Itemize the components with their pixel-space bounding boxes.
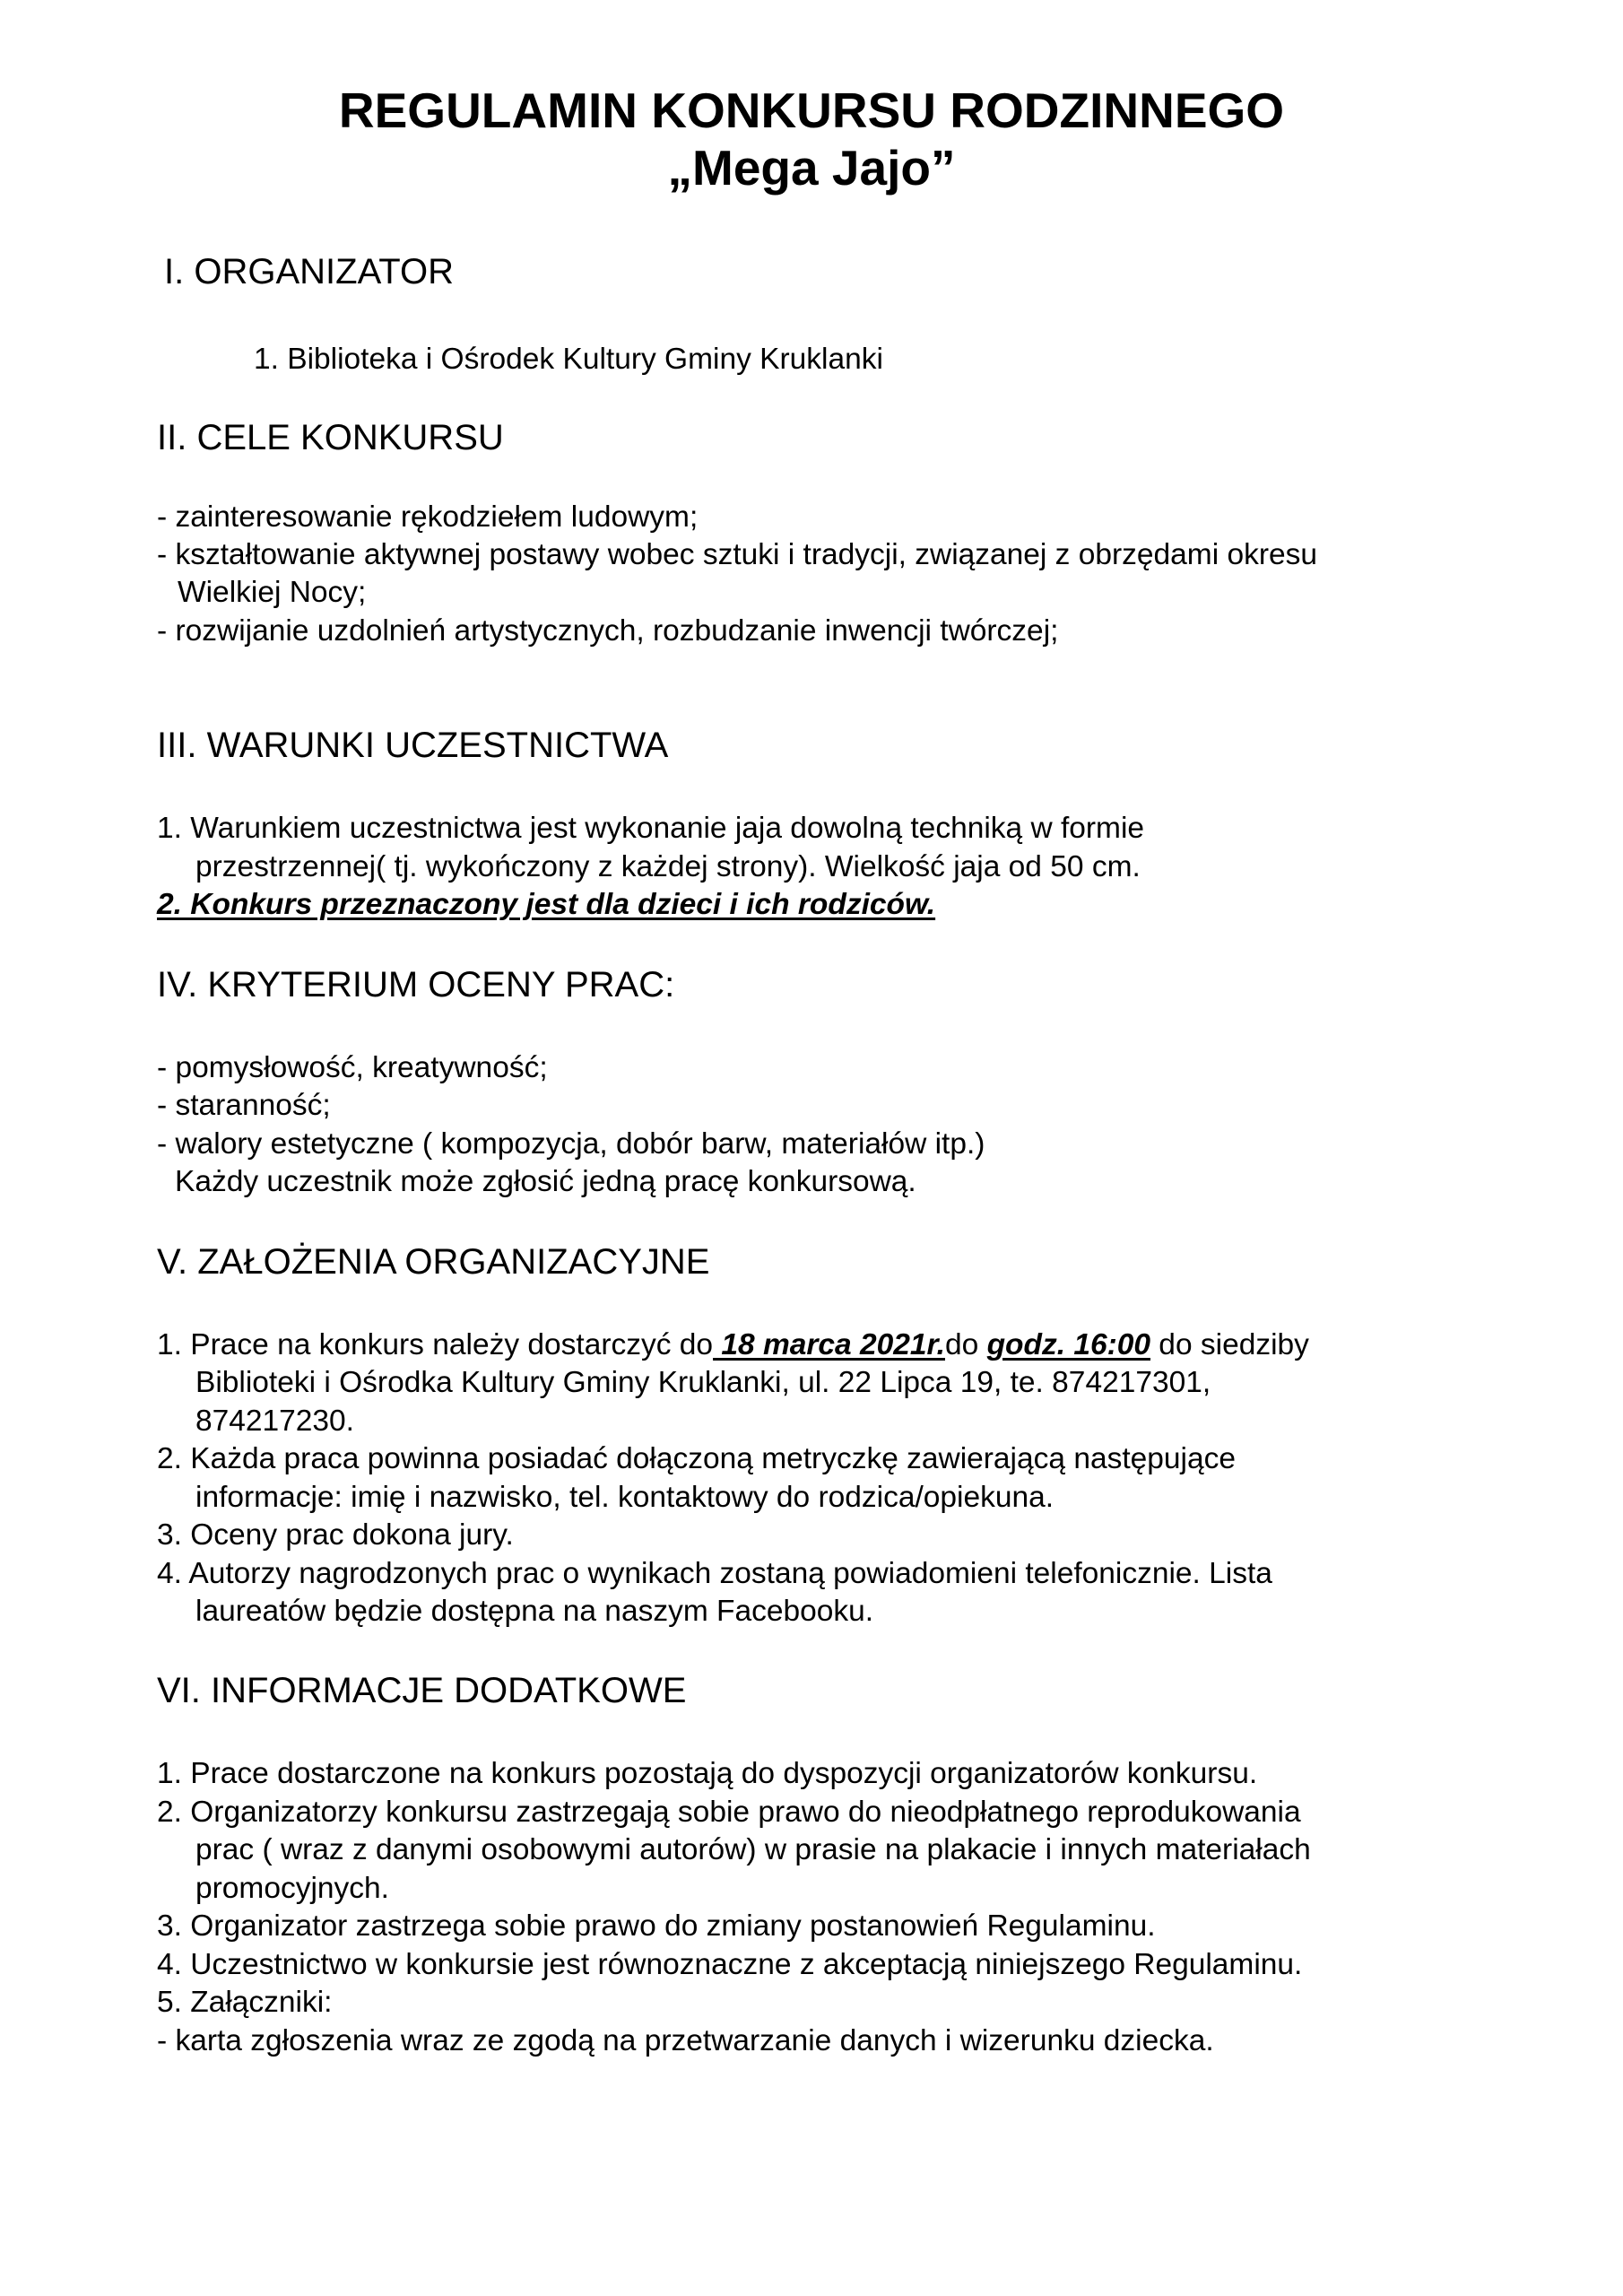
organizer-item: 1. Biblioteka i Ośrodek Kultury Gminy Kruklanki <box>254 343 883 376</box>
list-item-continuation: przestrzennej( tj. wykończony z każdej strony). Wielkość jaja od 50 cm. <box>195 850 1141 883</box>
list-item-continuation: informacje: imię i nazwisko, tel. kontaktowy do rodzica/opiekuna. <box>195 1481 1055 1514</box>
list-item-continuation: laureatów będzie dostępna na naszym Facebooku. <box>195 1595 874 1628</box>
list-item: - walory estetyczne ( kompozycja, dobór barw, materiałów itp.) <box>157 1127 985 1161</box>
list-item-continuation: promocyjnych. <box>195 1872 389 1905</box>
deadline-text-pre: 1. Prace na konkurs należy dostarczyć do <box>157 1328 714 1361</box>
section-heading-zalozenia: V. ZAŁOŻENIA ORGANIZACYJNE <box>157 1242 710 1282</box>
list-item: 1. Prace dostarczone na konkurs pozostają do dyspozycji organizatorów konkursu. <box>157 1757 1258 1790</box>
emphasized-list-item: 2. Konkurs przeznaczony jest dla dzieci i ich rodziców. <box>157 888 936 921</box>
list-item: 4. Autorzy nagrodzonych prac o wynikach zostaną powiadomieni telefonicznie. Lista <box>157 1557 1272 1590</box>
list-item: - staranność; <box>157 1089 331 1122</box>
deadline-time: godz. 16:00 <box>986 1328 1150 1361</box>
list-item: 2. Każda praca powinna posiadać dołączoną metryczkę zawierającą następujące <box>157 1442 1236 1475</box>
list-item: - pomysłowość, kreatywność; <box>157 1051 548 1084</box>
list-item: 2. Organizatorzy konkursu zastrzegają sobie prawo do nieodpłatnego reprodukowania <box>157 1796 1301 1829</box>
list-item: 3. Organizator zastrzega sobie prawo do zmiany postanowień Regulaminu. <box>157 1909 1156 1943</box>
section-heading-cele: II. CELE KONKURSU <box>157 418 504 457</box>
deadline-text-mid: do <box>944 1328 987 1361</box>
list-item: - kształtowanie aktywnej postawy wobec sztuki i tradycji, związanej z obrzędami okresu <box>157 538 1318 571</box>
list-item-deadline <box>157 1326 1309 1365</box>
list-item: - zainteresowanie rękodziełem ludowym; <box>157 500 699 534</box>
list-item: - rozwijanie uzdolnień artystycznych, rozbudzanie inwencji twórczej; <box>157 614 1059 648</box>
document-subtitle: „Mega Jajo” <box>667 140 956 196</box>
list-item: 4. Uczestnictwo w konkursie jest równoznaczne z akceptacją niniejszego Regulaminu. <box>157 1948 1303 1981</box>
list-item: 1. Warunkiem uczestnictwa jest wykonanie jaja dowolną techniką w formie <box>157 812 1145 845</box>
list-item: 3. Oceny prac dokona jury. <box>157 1518 514 1552</box>
document-title: REGULAMIN KONKURSU RODZINNEGO <box>338 83 1285 138</box>
list-note: Każdy uczestnik może zgłosić jedną pracę konkursową. <box>175 1165 916 1198</box>
list-item-continuation: Wielkiej Nocy; <box>178 576 367 609</box>
deadline-text-post: do siedziby <box>1150 1328 1309 1361</box>
list-item: 5. Załączniki: <box>157 1986 333 2019</box>
section-heading-kryterium: IV. KRYTERIUM OCENY PRAC: <box>157 965 675 1004</box>
deadline-date: 18 marca 2021r. <box>713 1328 945 1361</box>
section-heading-informacje: VI. INFORMACJE DODATKOWE <box>157 1671 687 1710</box>
list-item-continuation: 874217230. <box>195 1405 354 1438</box>
list-item-continuation: prac ( wraz z danymi osobowymi autorów) w prasie na plakacie i innych materiałach <box>195 1833 1311 1866</box>
section-heading-organizator: I. ORGANIZATOR <box>164 252 454 291</box>
attachment-item: - karta zgłoszenia wraz ze zgodą na przetwarzanie danych i wizerunku dziecka. <box>157 2024 1214 2057</box>
list-item-continuation: Biblioteki i Ośrodka Kultury Gminy Kruklanki, ul. 22 Lipca 19, te. 874217301, <box>195 1366 1211 1399</box>
section-heading-warunki: III. WARUNKI UCZESTNICTWA <box>157 726 669 765</box>
